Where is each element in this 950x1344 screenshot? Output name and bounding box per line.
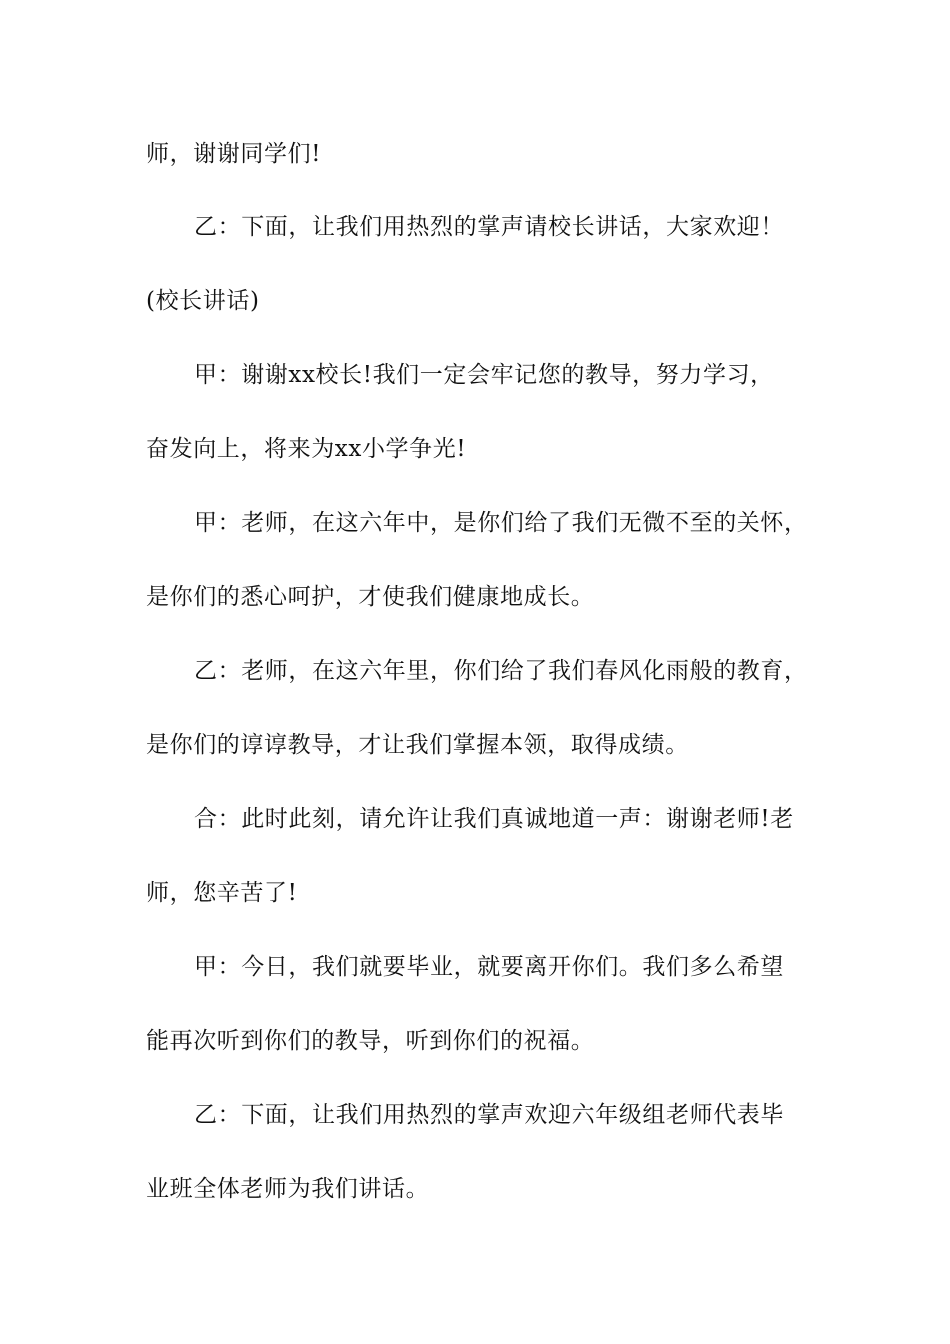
text-line-1: 师，谢谢同学们! <box>146 141 322 167</box>
text-line-11: 师，您辛苦了! <box>146 880 298 906</box>
text-line-4: 甲：谢谢xx校长!我们一定会牢记您的教导，努力学习， <box>194 362 774 388</box>
text-line-10: 合：此时此刻，请允许让我们真诚地道一声：谢谢老师!老 <box>194 806 794 832</box>
text-line-15: 业班全体老师为我们讲话。 <box>146 1176 430 1202</box>
text-line-2: 乙：下面，让我们用热烈的掌声请校长讲话，大家欢迎！ <box>194 214 784 240</box>
text-line-9: 是你们的谆谆教导，才让我们掌握本领，取得成绩。 <box>146 732 689 758</box>
text-line-3: (校长讲话) <box>146 288 260 314</box>
text-line-5: 奋发向上，将来为xx小学争光! <box>146 436 467 462</box>
text-line-8: 乙：老师，在这六年里，你们给了我们春风化雨般的教育， <box>194 658 808 684</box>
text-line-7: 是你们的悉心呵护，才使我们健康地成长。 <box>146 584 595 610</box>
text-line-6: 甲：老师，在这六年中，是你们给了我们无微不至的关怀， <box>194 510 808 536</box>
text-line-14: 乙：下面，让我们用热烈的掌声欢迎六年级组老师代表毕 <box>194 1102 784 1128</box>
text-line-12: 甲：今日，我们就要毕业，就要离开你们。我们多么希望 <box>194 954 784 980</box>
text-line-13: 能再次听到你们的教导，听到你们的祝福。 <box>146 1028 595 1054</box>
